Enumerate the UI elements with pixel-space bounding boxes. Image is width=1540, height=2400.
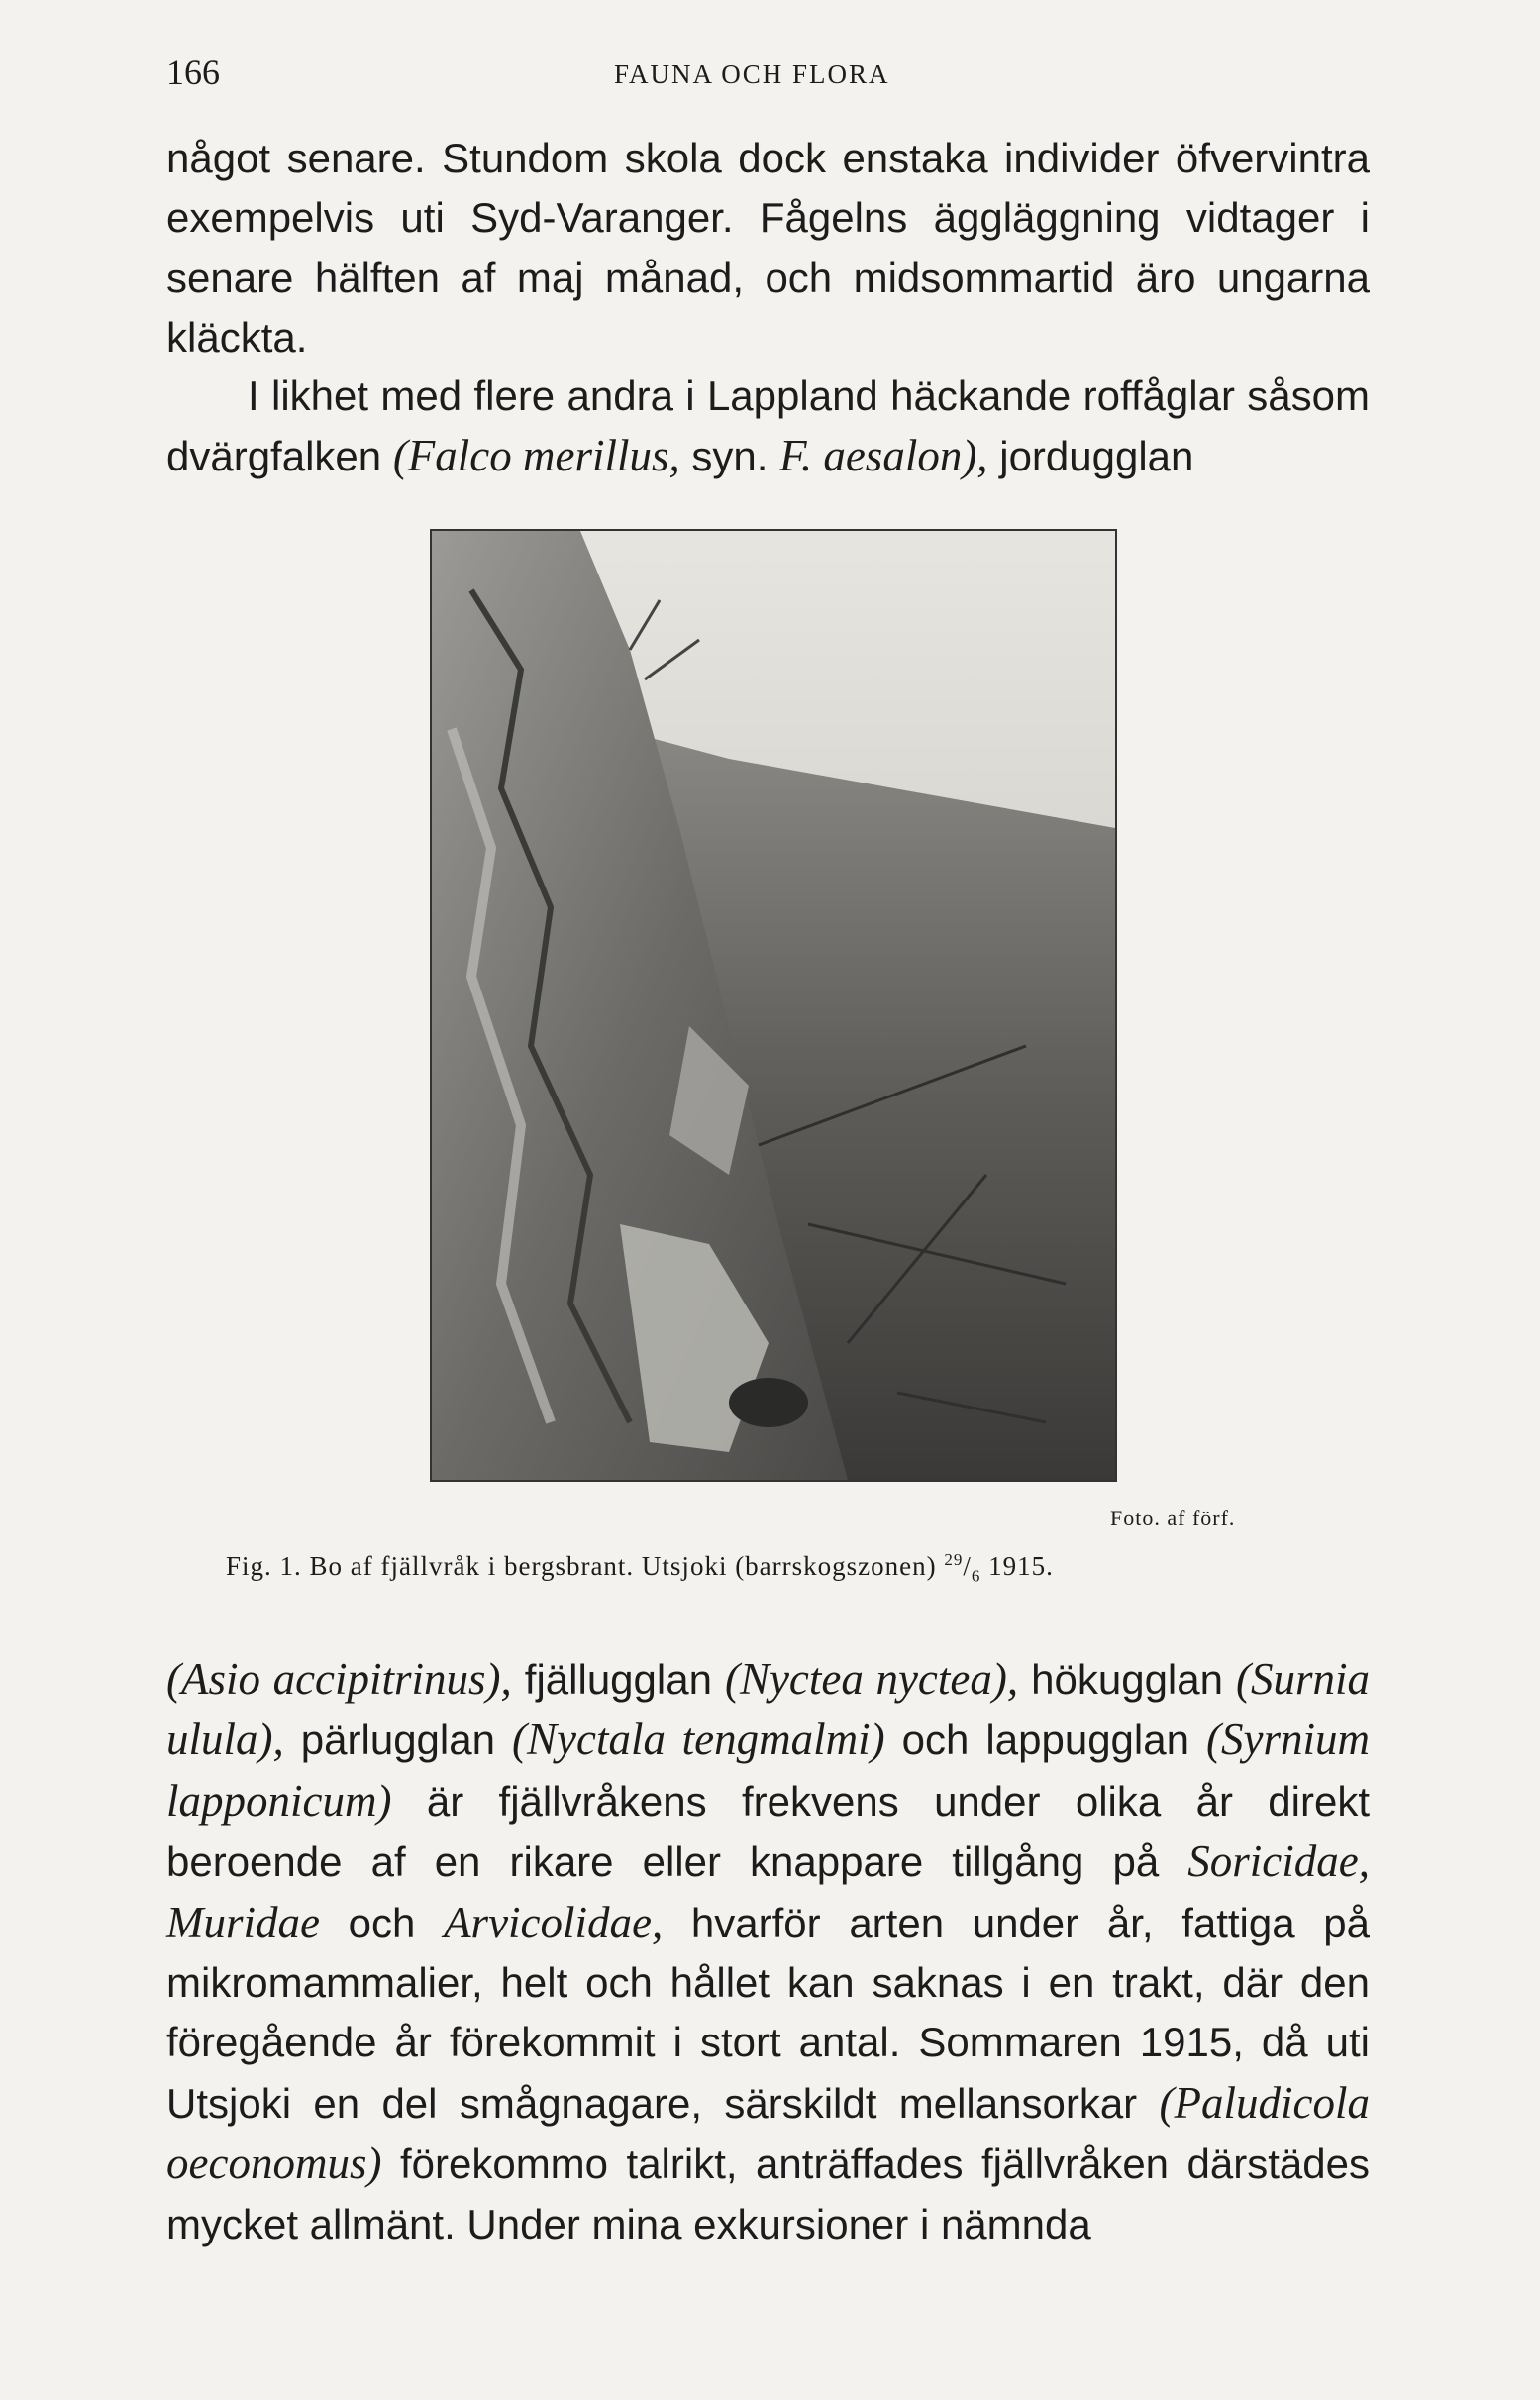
cliff-photo-image <box>432 531 1115 1480</box>
running-head <box>166 52 1375 101</box>
date-day: 29 <box>944 1550 964 1569</box>
text-run: hvarför arten under år, fattiga på mikromammalier, helt och hållet kan saknas i en trakt, där den föregående år förekommit i stort antal. Sommaren 1915, då uti Utsjoki en del smågnagare, särskildt mellansorkar <box>166 1899 1370 2127</box>
scientific-name: (Paludicola oeconomus) <box>166 2077 1370 2189</box>
scientific-name: (Syrnium lapponicum) <box>166 1715 1370 1826</box>
scientific-name: Arvicolidae, <box>444 1897 664 1947</box>
text-run: pärlugglan <box>283 1717 513 1764</box>
text-run: och <box>319 1899 445 1946</box>
text-run: hökugglan <box>1018 1656 1236 1703</box>
text-run: är fjällvråkens frekvens under olika år direkt beroende af en rikare eller knappare tillgång på <box>166 1777 1370 1886</box>
paragraph-3 <box>166 1649 1370 2254</box>
text-run: jordugglan <box>987 433 1194 480</box>
text-run: fjällugglan <box>511 1656 725 1703</box>
paragraph-2 <box>166 366 1370 487</box>
text-run: och lappugglan <box>884 1717 1207 1764</box>
text-run: I likhet med flere andra i Lappland häckande roffåglar såsom dvärgfalken <box>166 372 1370 480</box>
text-run: förekommo talrikt, anträffades fjällvråken därstädes mycket allmänt. Under mina exkursioner i nämnda <box>166 2140 1370 2247</box>
scientific-name: (Falco merillus, <box>392 431 680 481</box>
scientific-name: (Nyctea nyctea), <box>724 1654 1019 1704</box>
scientific-name: Soricidae, Muridae <box>166 1836 1370 1947</box>
journal-title: FAUNA OCH FLORA <box>614 59 890 89</box>
text-run: syn. <box>679 433 780 480</box>
scientific-name: F. aesalon), <box>779 431 988 481</box>
date-month: 6 <box>971 1566 981 1586</box>
paragraph-1-text: något senare. Stundom skola dock enstaka individer öfvervintra exempelvis uti Syd-Varanger. Fågelns äggläggning vidtager i senare hälften af maj månad, och midsommartid äro ungarna kläckta. <box>166 135 1370 362</box>
page-number: 166 <box>166 52 220 92</box>
scientific-name: (Surnia ulula), <box>166 1654 1370 1765</box>
paragraph-2-text <box>166 366 1370 487</box>
paragraph-3-text <box>166 1649 1370 2254</box>
caption-text: Fig. 1. Bo af fjällvråk i bergsbrant. Utsjoki (barrskogszonen) <box>226 1551 945 1581</box>
scientific-name: (Nyctala tengmalmi) <box>512 1715 885 1765</box>
date-year: 1915. <box>980 1551 1054 1581</box>
caption-date: $^{29}/_6$ 1915. <box>944 1550 1054 1586</box>
scientific-name: (Asio accipitrinus), <box>166 1654 512 1704</box>
figure-photo-nest-cliff <box>430 529 1117 1482</box>
figure-caption <box>226 1550 1335 1586</box>
photo-credit: Foto. af förf. <box>1110 1506 1236 1530</box>
paragraph-1 <box>166 129 1370 368</box>
